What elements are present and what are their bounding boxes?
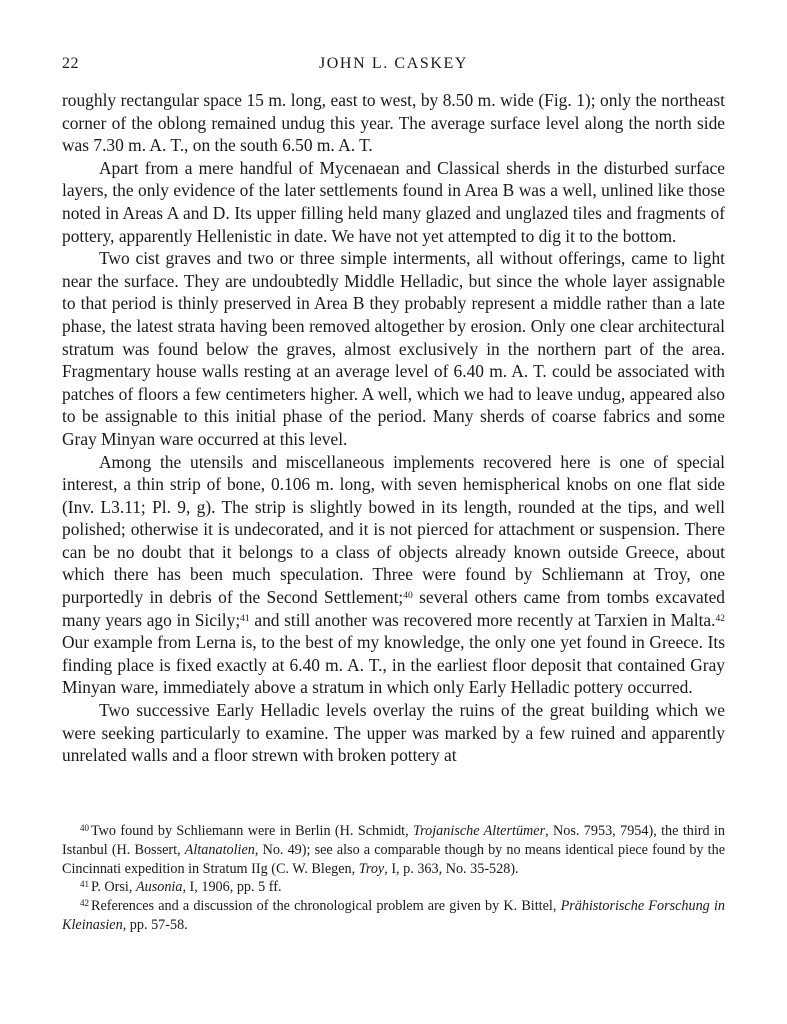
footnote-text: P. Orsi,: [91, 879, 136, 896]
footnote-42: [62, 897, 725, 935]
footnote-title: Troy: [358, 860, 385, 877]
footnote-title: Trojanische Altertümer: [413, 823, 546, 839]
paragraph-4-part-a: Among the utensils and miscellaneous implements recovered here is one of special interest, a thin strip of bone, 0.106 m. long, with seven hemispherical knobs on one flat side (Inv. L3.11; Pl. 9, g). The strip is slightly bowed in its length, rounded at the tips, and well polished; otherwise it is undecorated, and it is not pierced for attachment or suspension. There can be no doubt that it belongs to a class of objects already known outside Greece, about which there has been much speculation. Three were found by Schliemann at Troy, one purportedly in debris of the Second Settlement;: [62, 451, 725, 608]
footnote-text: References and a discussion of the chronological problem are given by K. Bittel,: [91, 898, 561, 915]
body-text: [62, 89, 725, 767]
footnote-41: [62, 878, 725, 897]
page-header: [62, 55, 725, 77]
footnote-title: Ausonia: [135, 879, 183, 896]
paragraph-4-part-c: and still another was recovered more recently at Tarxien in Malta.: [249, 609, 716, 630]
paragraph-5: Two successive Early Helladic levels overlay the ruins of the great building which we were seeking particularly to examine. The upper was marked by a few ruined and apparently unrelated walls and a floor strewn with broken pottery at: [62, 700, 725, 766]
footnote-text: , I, p. 363, No. 35-528).: [384, 860, 519, 877]
footnote-title: Altanatolien: [184, 841, 255, 858]
paragraph-2: Apart from a mere handful of Mycenaean and Classical sherds in the disturbed surface layers, the only evidence of the later settlements found in Area B was a well, unlined like those noted in Areas A and D. Its upper filling held many glazed and unglazed tiles and fragments of pottery, apparently Hellenistic in date. We have not yet attempted to dig it to the bottom.: [62, 157, 725, 246]
footnote-text: Two found by Schliemann were in Berlin (H. Schmidt,: [91, 823, 414, 839]
running-head: JOHN L. CASKEY: [318, 55, 469, 72]
footnote-number: 41: [80, 879, 89, 890]
footnote-number: 40: [80, 823, 89, 833]
footnote-text: , I, 1906, pp. 5 ff.: [182, 879, 282, 896]
footnote-text: , Nos. 7953, 7954), the third in Istanbul (H. Bossert,: [62, 823, 726, 858]
footnote-title: Prähistorische Forschung in Kleinasien: [62, 898, 725, 933]
footnote-number: 42: [80, 898, 89, 909]
footnote-ref-41[interactable]: 41: [240, 613, 250, 624]
footnote-text: , No. 49); see also a comparable though by no means identical piece found by the Cincinnati expedition in Stratum IIg (C. W. Blegen,: [62, 841, 725, 877]
footnote-text: , pp. 57-58.: [122, 916, 188, 933]
footnotes: [62, 822, 725, 935]
footnote-ref-42[interactable]: 42: [715, 613, 725, 624]
page-number: 22: [62, 55, 79, 72]
paragraph-4-part-d: Our example from Lerna is, to the best of my knowledge, the only one yet found in Greece. Its finding place is fixed exactly at 6.40 m. A. T., in the earliest floor deposit that contained Gray Minyan ware, immediately above a stratum in which only Early Helladic pottery occurred.: [62, 632, 725, 698]
paragraph-3: Two cist graves and two or three simple interments, all without offerings, came to light near the surface. They are undoubtedly Middle Helladic, but since the whole layer assignable to that period is thinly preserved in Area B they probably represent a middle rather than a late phase, the latest strata having been removed altogether by erosion. Only one clear architectural stratum was found below the graves, almost exclusively in the northern part of the area. Fragmentary house walls resting at an average level of 6.40 m. A. T. could be associated with patches of floors a few centimeters higher. A well, which we had to leave undug, appeared also to be assignable to this initial phase of the period. Many sherds of coarse fabrics and some Gray Minyan ware occurred at this level.: [62, 248, 725, 449]
paragraph-4-part-b: several others came from tombs excavated many years ago in Sicily;: [62, 587, 725, 630]
paragraph-4: [62, 451, 725, 700]
paragraph-1: roughly rectangular space 15 m. long, east to west, by 8.50 m. wide (Fig. 1); only the northeast corner of the oblong remained undug this year. The average surface level along the north side was 7.30 m. A. T., on the south 6.50 m. A. T.: [62, 90, 725, 156]
footnote-40: [62, 822, 725, 878]
footnote-ref-40[interactable]: 40: [403, 591, 413, 602]
